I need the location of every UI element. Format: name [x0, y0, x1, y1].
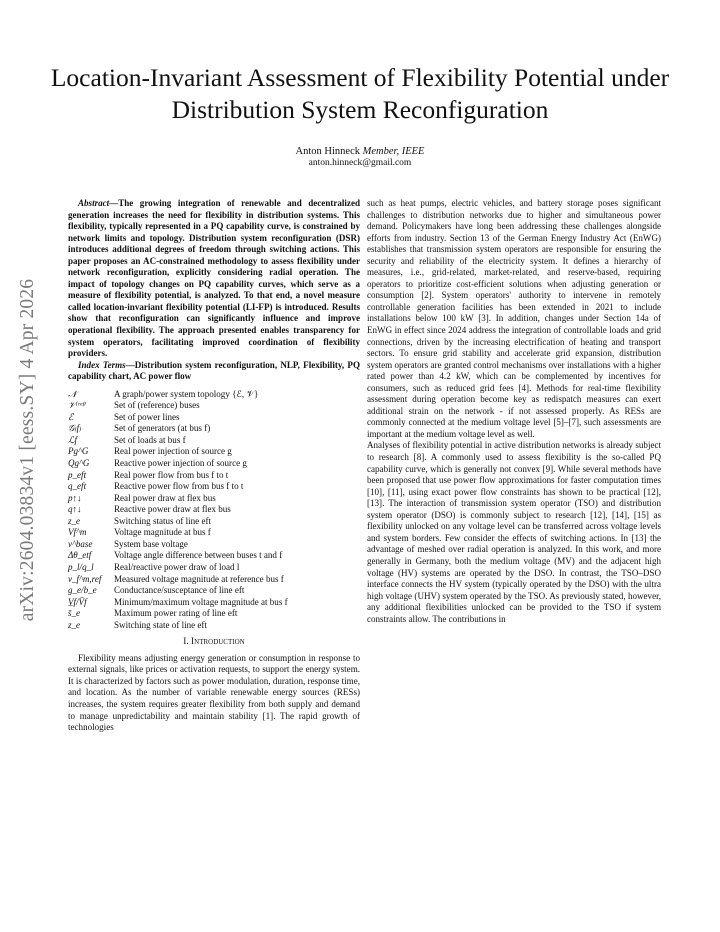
nomenclature-row [68, 516, 288, 528]
nomenclature-symbol: V̲f/V̄f [68, 596, 87, 607]
nomenclature-symbol: 𝒢₍f₎ [68, 423, 82, 434]
abstract-lead: Abstract [78, 198, 110, 208]
nomenclature-symbol: v^base [68, 538, 93, 549]
nomenclature-description: Reactive power flow from bus f to t [114, 481, 244, 492]
nomenclature-description: Reactive power draw at flex bus [114, 504, 231, 515]
nomenclature-symbol: Vf^m [68, 527, 87, 538]
nomenclature-description: Real power flow from bus f to t [114, 469, 229, 480]
nomenclature-description: Set of loads at bus f [114, 434, 186, 445]
nomenclature-description: Switching status of line eft [114, 515, 211, 526]
nomenclature-row [68, 389, 288, 401]
author-affiliation: Member, IEEE [362, 146, 425, 157]
nomenclature-row [68, 400, 288, 412]
author-name: Anton Hinneck [295, 146, 360, 157]
nomenclature-description: Conductance/susceptance of line eft [114, 585, 245, 596]
index-terms-text: —Distribution system reconfiguration, NLP, Flexibility, PQ capability chart, AC power flow [68, 359, 360, 382]
nomenclature-description: Real/reactive power draw of load l [114, 561, 240, 572]
paper-title: Location-Invariant Assessment of Flexibility Potential under Distribution System Reconfiguration [50, 63, 670, 124]
nomenclature-description: Voltage angle difference between buses t and f [114, 550, 283, 561]
nomenclature-symbol: q↑↓ [68, 504, 82, 515]
nomenclature-symbol: ℰ [68, 411, 74, 422]
nomenclature-row [68, 539, 288, 551]
right-column [367, 198, 661, 625]
nomenclature-symbol: 𝒱⁽ʳᵉᶠ⁾ [68, 400, 86, 411]
nomenclature-description: Measured voltage magnitude at reference bus f [114, 573, 284, 584]
section-heading-introduction: I. Introduction [183, 637, 245, 648]
nomenclature-symbol: 𝒩 [68, 388, 77, 399]
nomenclature-description: Switching state of line eft [114, 619, 207, 630]
nomenclature-symbol: p_l/q_l [68, 561, 94, 572]
index-terms-lead: Index Terms [78, 359, 126, 370]
nomenclature-description: Real power draw at flex bus [114, 492, 216, 503]
nomenclature-row [68, 493, 288, 505]
nomenclature-row [68, 620, 288, 632]
nomenclature-row [68, 435, 288, 447]
nomenclature-symbol: s̄_e [68, 608, 81, 619]
nomenclature-row [68, 597, 288, 609]
nomenclature-description: Real power injection of source g [114, 446, 232, 457]
author-email: anton.hinneck@gmail.com [308, 158, 412, 168]
nomenclature-row [68, 481, 288, 493]
nomenclature-description: Maximum power rating of line eft [114, 608, 238, 619]
nomenclature-description: Set of power lines [114, 411, 180, 422]
nomenclature-row [68, 446, 288, 458]
arxiv-watermark [8, 250, 48, 650]
nomenclature-row [68, 585, 288, 597]
nomenclature-description: System base voltage [114, 538, 188, 549]
nomenclature-symbol: ℒf [68, 434, 78, 445]
right-paragraph-2: Analyses of flexibility potential in active distribution networks is already subject to research [8]. A commonly used to assess flexibility is the so-called PQ capability curve, which is generally not convex [9]. While several methods have been proposed that use power flow approximations for faster computation times [10], [11], using exact power flow constraints has shown to be practical [12], [13]. The interaction of transmission system operator (TSO) and distribution system operator (DSO) is commonly subject to research [12], [14], [15] as flexibility unlocked on any voltage level can be transferred across voltage levels and system borders. Few consider the effects of switching actions. In [13] the advantage of meshed over radial operation is analyzed. In this work, and more generally in Germany, both the medium voltage (MV) and the adjacent high voltage (HV) systems are operated by the DSO. In contrast, the TSO–DSO interface connects the HV system (typically operated by the DSO) with the ultra high voltage (UHV) system operated by the TSO. As previously stated, however, any additional flexibilities unlocked can be provided to the TSO if system constraints allow. The contributions in [367, 440, 661, 624]
arxiv-identifier: arXiv:2604.03834v1 [eess.SY] 4 Apr 2026 [17, 278, 38, 622]
nomenclature-row [68, 608, 288, 620]
author-line [40, 145, 680, 158]
nomenclature-symbol: Qg^G [68, 458, 90, 469]
nomenclature-row [68, 458, 288, 470]
nomenclature-row [68, 412, 288, 424]
nomenclature-symbol: v_f^m,ref [68, 573, 102, 584]
nomenclature-description: Set of generators (at bus f) [114, 423, 211, 434]
nomenclature-row [68, 470, 288, 482]
nomenclature-description: A graph/power system topology {ℰ, 𝒱} [114, 388, 259, 399]
nomenclature-description: Minimum/maximum voltage magnitude at bus f [114, 596, 288, 607]
left-column [68, 198, 360, 734]
nomenclature-symbol: q_eft [68, 481, 87, 492]
abstract [68, 198, 360, 360]
abstract-text: —The growing integration of renewable and decentralized generation increases the need for flexibility in distribution systems. This flexibility, typically represented in a PQ capability curve, is constrained by network limits and topology. Distribution system reconfiguration (DSR) introduces additional degrees of freedom through switching actions. This paper proposes an AC-constrained methodology to assess flexibility under network reconfiguration, explicitly considering radial operation. The impact of topology changes on PQ capability curves, which serve as a measure of flexibility potential, is analyzed. To that end, a novel measure called location-invariant flexibility potential (LI-FP) is introduced. Results show that reconfiguration can significantly influence and improve operational flexibility. The approach presented enables transparency for system operators, facilitating improved coordination of flexibility providers. [68, 198, 360, 359]
nomenclature-symbol: Pg^G [68, 446, 89, 457]
index-terms [68, 360, 360, 383]
introduction-paragraph: Flexibility means adjusting energy generation or consumption in response to external signals, like prices or activation requests, to support the energy system. It is characterized by factors such as power modulation, duration, response time, and location. As the number of variable renewable energy sources (RESs) increases, the system requires greater flexibility from both supply and demand to manage unpredictability and maintain stability [1]. The rapid growth of technologies [68, 652, 360, 733]
nomenclature-description: Reactive power injection of source g [114, 458, 247, 469]
nomenclature-symbol: p_eft [68, 469, 87, 480]
nomenclature-row [68, 504, 288, 516]
nomenclature-symbol: Δθ_etf [68, 550, 92, 561]
nomenclature-symbol: z_e [68, 619, 81, 630]
nomenclature-row [68, 527, 288, 539]
nomenclature-symbol: p↑↓ [68, 492, 82, 503]
nomenclature-row [68, 423, 288, 435]
nomenclature-symbol: g_e/b_e [68, 585, 97, 596]
nomenclature-table [68, 389, 288, 631]
nomenclature-symbol: z_e [68, 515, 81, 526]
nomenclature-row [68, 562, 288, 574]
nomenclature-description: Voltage magnitude at bus f [114, 527, 211, 538]
nomenclature-row [68, 550, 288, 562]
nomenclature-row [68, 574, 288, 586]
nomenclature-description: Set of (reference) buses [114, 400, 200, 411]
right-paragraph-1: such as heat pumps, electric vehicles, and battery storage poses significant challenges to distribution networks due to higher and simultaneous power demand. Policymakers have long been addressing these challenges alongside efforts from industry. Section 13 of the German Energy Industry Act (EnWG) establishes that transmission system operators are responsible for ensuring the security and reliability of the electricity system. It defines a hierarchy of measures, i.e., grid-related, market-related, and reserve-based, requiring operators to prioritize cost-efficient solutions when adjusting generation or consumption [2]. System operators' authority to intervene in remotely controllable generation facilities has been extended in 2021 to include installations below 100 kW [3]. In addition, changes under Section 14a of EnWG in effect since 2024 address the integration of controllable loads and grid connections, driven by the increasing electrification of heating and transport sectors. To ensure grid stability and accelerate grid expansion, distribution system operators are granted control mechanisms over installations with a higher rated power than 4.2 kW, which can be complemented by incentives for consumers, such as reduced grid fees [4]. Methods for real-time flexibility assessment during operation become key as redispatch measures can exert additional strain on the network - if not assessed properly. As RESs are commonly connected at the medium voltage level [5]–[7], such assessments are important at the medium voltage level as well. [367, 198, 661, 439]
